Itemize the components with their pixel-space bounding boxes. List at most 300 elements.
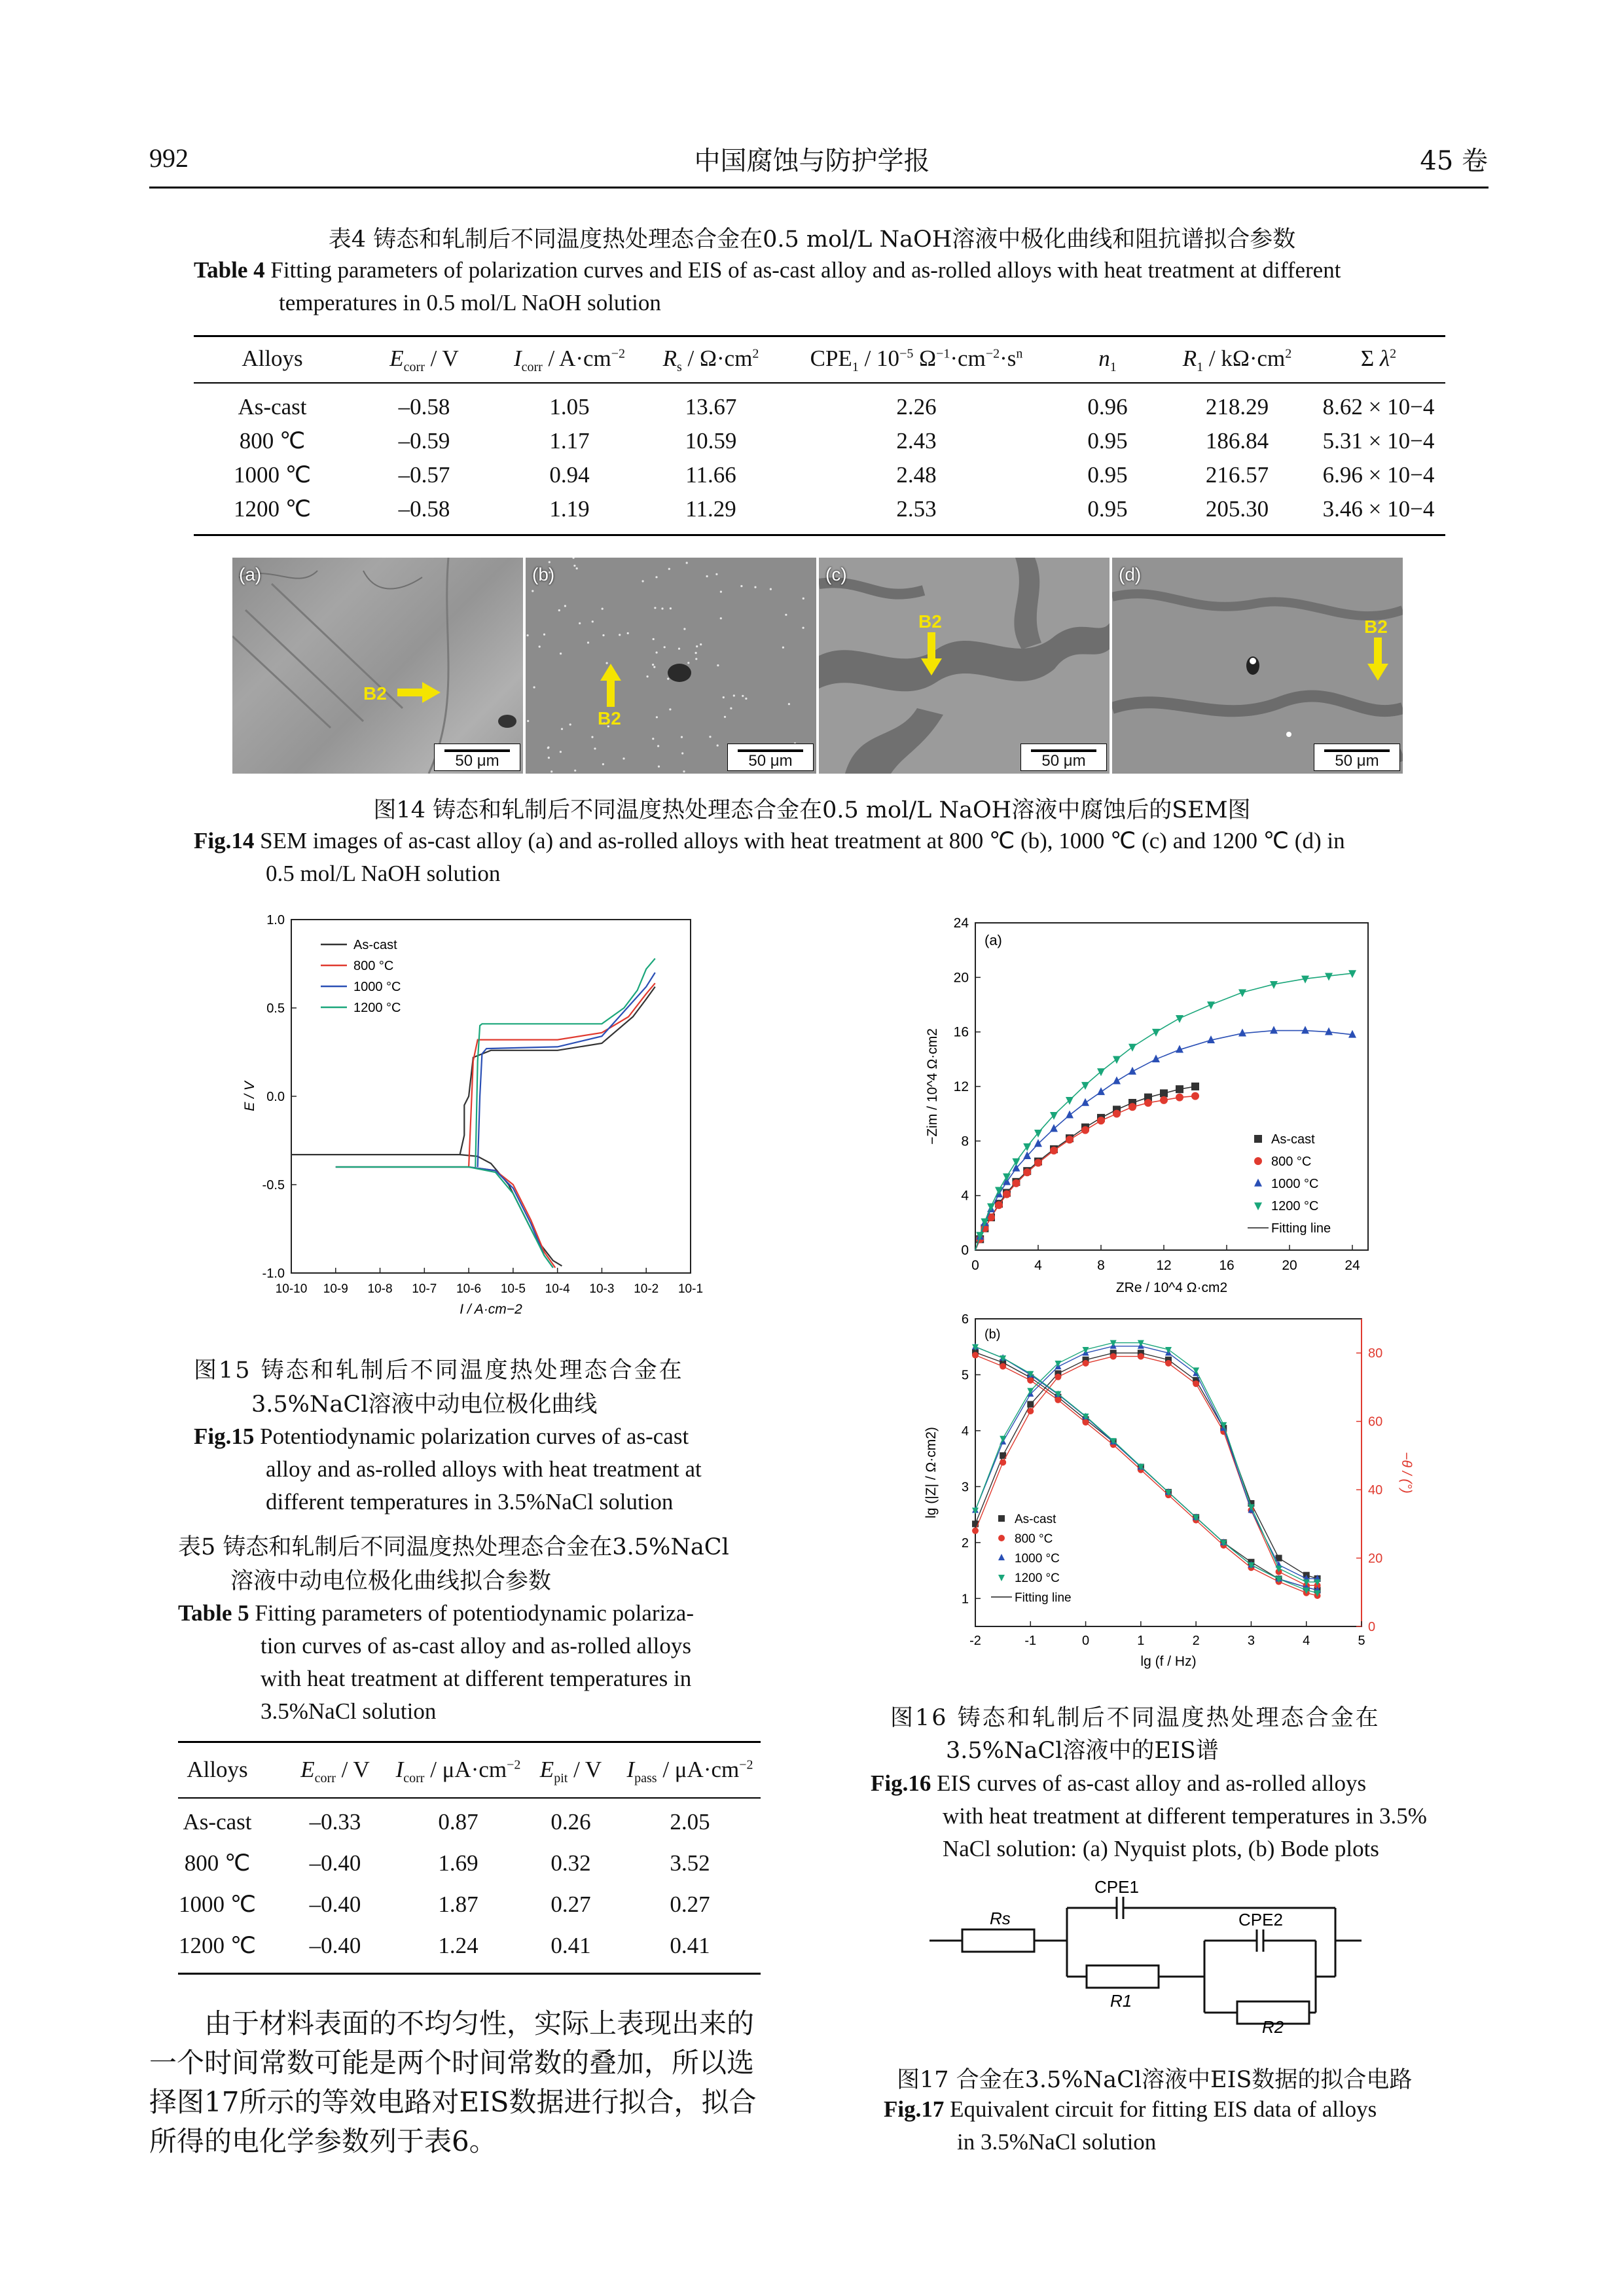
sem-arrow-label-a: B2 xyxy=(363,683,387,704)
sem-particle xyxy=(564,605,566,607)
data-point xyxy=(1050,1124,1058,1132)
legend-label: Fitting line xyxy=(1015,1591,1072,1605)
legend-label: As-cast xyxy=(1271,1132,1315,1147)
table5-cell: –0.40 xyxy=(309,1892,361,1917)
yellow-arrow-right-icon xyxy=(396,681,442,704)
table5-caption-cn-line1: 表5 铸态和轧制后不同温度热处理态合金在3.5%NaCl xyxy=(178,1534,729,1560)
sem-particle xyxy=(695,652,697,654)
sem-particle xyxy=(558,609,560,611)
fig16-caption-en xyxy=(871,1767,1460,1865)
y2-tick-label: 20 xyxy=(1368,1551,1383,1566)
data-point xyxy=(1128,1067,1136,1075)
resistor-r1 xyxy=(1087,1965,1159,1988)
table4-cell: 0.94 xyxy=(549,462,590,488)
data-point xyxy=(1027,1408,1034,1414)
data-point xyxy=(1050,1147,1058,1155)
fig17-caption-line1: Equivalent circuit for fitting EIS data of alloys xyxy=(950,2096,1377,2122)
sem-particle xyxy=(653,666,655,668)
table4-caption-en xyxy=(194,254,1451,319)
fig17-caption-en xyxy=(884,2093,1447,2159)
data-point xyxy=(1191,1083,1199,1090)
sem-particle xyxy=(627,632,629,634)
fig15-caption-label: Fig.15 xyxy=(194,1424,255,1449)
fig14-caption-line2: 0.5 mol/L NaOH solution xyxy=(266,861,501,886)
fig14-caption-line1: SEM images of as-cast alloy (a) and as-rolled alloys with heat treatment at 800 ℃ (b), 1000 ℃ (c) and 1200 ℃ (d) in xyxy=(260,828,1345,853)
table5-cell: 0.27 xyxy=(670,1892,710,1917)
fig15-caption-cn-line2: 3.5%NaCl溶液中动电位极化曲线 xyxy=(251,1391,598,1418)
table5-cell: 1000 ℃ xyxy=(178,1892,257,1917)
table4-cell: 1200 ℃ xyxy=(233,496,312,522)
table4-cell: 800 ℃ xyxy=(239,428,306,454)
fig15-caption-line2: alloy and as-rolled alloys with heat treatment at xyxy=(266,1456,702,1482)
table5-caption-cn xyxy=(178,1530,729,1598)
x-axis-label: ZRe / 10^4 Ω·cm2 xyxy=(1115,1280,1228,1295)
table4-caption-line2: temperatures in 0.5 mol/L NaOH solution xyxy=(279,290,661,315)
table4-cell: 3.46 × 10−4 xyxy=(1322,496,1435,522)
sem-particle xyxy=(686,562,688,564)
legend-label: As-cast xyxy=(1015,1513,1056,1526)
table4-cell: 1.19 xyxy=(549,496,590,522)
sem-particle xyxy=(560,751,562,753)
y-tick-label: 3 xyxy=(961,1480,969,1495)
table5-cell: –0.40 xyxy=(309,1850,361,1876)
label-rs: Rs xyxy=(990,1909,1011,1928)
sem-particle xyxy=(647,675,649,677)
fig15-caption-en xyxy=(194,1420,770,1518)
sem-particle xyxy=(547,747,549,749)
y-tick-label: 4 xyxy=(961,1188,969,1204)
resistor-rs xyxy=(962,1929,1034,1952)
table5-cell: As-cast xyxy=(183,1809,252,1835)
y-tick-label: 12 xyxy=(953,1079,969,1094)
x-tick-label: 16 xyxy=(1219,1258,1235,1273)
sem-particle xyxy=(668,568,670,570)
x-tick-label: 0 xyxy=(1082,1634,1090,1648)
label-cpe2: CPE2 xyxy=(1238,1910,1283,1929)
sem-particle xyxy=(683,628,685,630)
series-line-cathodic xyxy=(336,1167,553,1268)
sem-particle xyxy=(574,770,576,772)
sem-particle xyxy=(569,723,571,725)
x-tick-label: 5 xyxy=(1358,1634,1365,1648)
table4-caption-cn: 表4 铸态和轧制后不同温度热处理态合金在0.5 mol/L NaOH溶液中极化曲线和阻抗谱拟合参数 xyxy=(328,226,1296,253)
data-point xyxy=(1034,1139,1042,1147)
table5-row xyxy=(178,1809,761,1842)
sem-panel-b xyxy=(526,558,816,774)
data-point xyxy=(1176,1085,1183,1093)
x-tick-label: 10-5 xyxy=(500,1282,526,1296)
sem-particle xyxy=(656,716,658,718)
x-tick-label: 10-10 xyxy=(275,1282,308,1296)
sem-panel-d xyxy=(1112,558,1403,774)
sem-particle xyxy=(667,678,669,680)
data-point xyxy=(1081,1126,1089,1134)
sem-particle xyxy=(754,586,756,588)
table5-cell: –0.40 xyxy=(309,1933,361,1958)
data-point xyxy=(1000,1363,1006,1370)
x-tick-label: 24 xyxy=(1344,1258,1360,1273)
fig14-caption-en xyxy=(194,825,1451,890)
data-point xyxy=(1110,1353,1117,1359)
legend-label: As-cast xyxy=(353,938,397,952)
data-point xyxy=(1128,1103,1136,1111)
data-point xyxy=(995,1201,1003,1209)
table4-cell: 0.95 xyxy=(1087,496,1128,522)
table4 xyxy=(194,335,1445,538)
table4-col-r1: $R_1 / k\Omega\cdot cm^2$ xyxy=(1182,346,1292,374)
sem-particle xyxy=(709,736,711,738)
table5-cell: 1.24 xyxy=(438,1933,478,1958)
fig17-circuit xyxy=(929,1878,1401,2036)
table5-cell: 3.52 xyxy=(670,1850,710,1876)
sem-particle xyxy=(579,622,581,624)
table5-caption-line3: with heat treatment at different temperatures in xyxy=(261,1666,692,1691)
y2-tick-label: 0 xyxy=(1368,1620,1376,1634)
table5-caption-label: Table 5 xyxy=(178,1600,249,1626)
sem-particle xyxy=(724,716,726,718)
x-tick-label: 0 xyxy=(971,1258,979,1273)
x-tick-label: 12 xyxy=(1156,1258,1172,1273)
y-tick-label: 16 xyxy=(953,1024,969,1040)
data-point xyxy=(972,1528,979,1534)
fig17-caption-label: Fig.17 xyxy=(884,2096,945,2122)
table5-cell: 1.69 xyxy=(438,1850,478,1876)
y-tick-label: 0 xyxy=(961,1243,969,1258)
table4-cell: 10.59 xyxy=(685,428,737,454)
fig16-caption-cn xyxy=(890,1702,1380,1767)
data-point xyxy=(1193,1367,1199,1374)
table4-col-ecorr: $E_{corr}$ / V xyxy=(389,346,459,374)
x-tick-label: 10-7 xyxy=(412,1282,437,1296)
fig15-caption-cn xyxy=(194,1354,684,1422)
table5-mid-rule xyxy=(178,1797,761,1799)
data-point xyxy=(1083,1360,1089,1367)
sem-particle xyxy=(681,736,683,738)
sem-particle xyxy=(745,698,747,700)
data-point xyxy=(1113,1056,1121,1064)
table4-caption-line1: Fitting parameters of polarization curves and EIS of as-cast alloy and as-rolled alloys with heat treatment at different xyxy=(270,257,1341,283)
data-point xyxy=(1165,1360,1172,1367)
sem-texture-d xyxy=(1112,558,1403,774)
y-tick-label: 0.0 xyxy=(266,1090,285,1104)
table5-bottom-rule xyxy=(178,1973,761,1975)
data-point xyxy=(1097,1087,1105,1095)
journal-title: 中国腐蚀与防护学报 xyxy=(694,146,930,176)
data-point xyxy=(998,1554,1005,1560)
sem-particle xyxy=(788,703,790,705)
header-rule xyxy=(149,187,1489,188)
y2-tick-label: 60 xyxy=(1368,1414,1383,1429)
fig15-caption-line3: different temperatures in 3.5%NaCl solution xyxy=(266,1489,674,1515)
table5-col-epit: $E_{pit}$ / V xyxy=(539,1757,602,1785)
fig15-chart xyxy=(229,906,753,1325)
label-cpe1: CPE1 xyxy=(1094,1878,1139,1897)
table4-caption-label: Table 4 xyxy=(194,257,265,283)
y-tick-label: 5 xyxy=(961,1368,969,1383)
x-tick-label: -2 xyxy=(969,1634,981,1648)
data-point xyxy=(1081,1082,1089,1090)
table5-cell: 0.41 xyxy=(550,1933,591,1958)
sem-texture-a xyxy=(232,558,523,774)
sem-particle xyxy=(653,638,655,640)
sem-particle xyxy=(602,634,604,636)
sem-particle xyxy=(661,607,663,609)
table4-cell: 205.30 xyxy=(1205,496,1269,522)
sem-particle xyxy=(803,627,804,629)
data-point xyxy=(1055,1374,1061,1380)
table5-col-icorr: $I_{corr} / \mu A\cdot cm^{-2}$ xyxy=(395,1757,521,1785)
yellow-arrow-down-icon xyxy=(1365,636,1391,682)
sem-particle xyxy=(602,763,604,765)
data-point xyxy=(1254,1157,1262,1165)
table4-col-rs: $R_s / \Omega\cdot cm^2$ xyxy=(662,346,759,374)
data-point xyxy=(1152,1029,1160,1037)
y-tick-label: 2 xyxy=(961,1535,969,1551)
table5-caption-en xyxy=(178,1597,780,1728)
table5-caption-line4: 3.5%NaCl solution xyxy=(261,1698,437,1724)
y-tick-label: -0.5 xyxy=(262,1178,285,1193)
sem-particle xyxy=(527,634,529,636)
sem-particle xyxy=(532,590,533,592)
table5-row xyxy=(178,1933,761,1965)
table4-cell: 186.84 xyxy=(1205,428,1269,454)
fig16-caption-label: Fig.16 xyxy=(871,1770,931,1796)
table4-cell: –0.58 xyxy=(398,394,450,420)
panel-label: (b) xyxy=(984,1327,1001,1342)
y-tick-label: 0.5 xyxy=(266,1001,285,1016)
sem-particle xyxy=(573,558,575,559)
sem-particle xyxy=(669,708,671,710)
y2-tick-label: 40 xyxy=(1368,1483,1383,1498)
series-line-cathodic xyxy=(336,1167,553,1268)
table4-bottom-rule xyxy=(194,534,1445,536)
sem-particle xyxy=(652,738,654,740)
legend-label: Fitting line xyxy=(1271,1221,1331,1236)
table4-row xyxy=(194,428,1445,459)
data-point xyxy=(1160,1089,1168,1097)
data-point xyxy=(1066,1111,1074,1119)
volume-label: 45 卷 xyxy=(1420,146,1488,176)
table5-cell: 0.41 xyxy=(670,1933,710,1958)
table4-cell: 1.17 xyxy=(549,428,590,454)
table4-cell: 5.31 × 10−4 xyxy=(1322,428,1435,454)
sem-particle xyxy=(733,694,735,696)
data-point xyxy=(1113,1076,1121,1084)
sem-particle xyxy=(742,695,744,697)
sem-particle xyxy=(655,576,657,578)
table5-cell: 2.05 xyxy=(670,1809,710,1835)
legend-label: 800 °C xyxy=(1015,1532,1053,1546)
sem-particle xyxy=(696,645,698,647)
data-point xyxy=(1176,1094,1183,1102)
data-point xyxy=(998,1535,1005,1541)
sem-particle xyxy=(730,708,732,709)
table5 xyxy=(178,1741,761,1977)
sem-particle xyxy=(543,634,545,636)
fig14-caption-cn: 图14 铸态和轧制后不同温度热处理态合金在0.5 mol/L NaOH溶液中腐蚀后的SEM图 xyxy=(373,797,1251,823)
sem-particle xyxy=(670,607,672,609)
sem-particle xyxy=(576,567,578,569)
table4-col-cpe1: $CPE_1 / 10^{-5}$ $\Omega^{-1}\cdot cm^{-2}\cdot s^n$ xyxy=(810,346,1023,374)
data-point xyxy=(1003,1191,1011,1198)
sem-particle xyxy=(720,617,722,619)
data-point xyxy=(998,1575,1005,1581)
table5-row xyxy=(178,1850,761,1883)
table4-cell: As-cast xyxy=(238,394,307,420)
table4-cell: 13.67 xyxy=(685,394,737,420)
data-point xyxy=(1301,1026,1309,1033)
fig16-caption-cn-line2: 3.5%NaCl溶液中的EIS谱 xyxy=(946,1738,1219,1764)
table5-cell: 0.27 xyxy=(550,1892,591,1917)
fig15-caption-cn-line1: 图15 铸态和轧制后不同温度热处理态合金在 xyxy=(194,1357,684,1384)
sem-particle xyxy=(550,770,552,772)
table4-cell: 11.29 xyxy=(685,496,736,522)
fig16-caption-line3: NaCl solution: (a) Nyquist plots, (b) Bode plots xyxy=(943,1836,1379,1861)
sem-particle xyxy=(656,651,658,653)
sem-particle xyxy=(591,736,593,738)
data-point xyxy=(1238,1029,1246,1037)
series-line-anodic xyxy=(460,987,655,1155)
sem-particle xyxy=(642,580,644,582)
table4-row xyxy=(194,394,1445,425)
data-point xyxy=(1254,1179,1262,1187)
fig16-caption-cn-line1: 图16 铸态和轧制后不同温度热处理态合金在 xyxy=(890,1705,1380,1731)
sem-particle xyxy=(720,591,722,593)
legend-label: 1200 °C xyxy=(1015,1571,1060,1585)
sem-label-d: (d) xyxy=(1119,564,1142,584)
fit-line xyxy=(975,1086,1195,1250)
table4-cell: 1.05 xyxy=(549,394,590,420)
x-tick-label: 8 xyxy=(1097,1258,1105,1273)
data-point xyxy=(1023,1168,1031,1176)
fig17-caption-line2: in 3.5%NaCl solution xyxy=(957,2129,1157,2155)
table4-cell: 11.66 xyxy=(685,462,736,488)
sem-texture-c xyxy=(819,558,1110,774)
y2-tick-label: 80 xyxy=(1368,1346,1383,1361)
data-point xyxy=(1160,1096,1168,1104)
table4-cell: 216.57 xyxy=(1205,462,1269,488)
y-tick-label: 4 xyxy=(961,1424,969,1439)
table4-col-sum: Σ $\lambda^2$ xyxy=(1360,346,1397,371)
series-line-cathodic xyxy=(336,1167,556,1268)
sem-particle xyxy=(740,585,742,587)
table5-col-alloys: Alloys xyxy=(187,1757,248,1782)
fig14-caption-label: Fig.14 xyxy=(194,828,255,853)
sem-scalebar-c: 50 μm xyxy=(1020,744,1107,771)
panel-label: (a) xyxy=(984,932,1002,948)
sem-panel-c xyxy=(819,558,1110,774)
sem-label-a: (a) xyxy=(239,564,262,584)
y-tick-label: 1.0 xyxy=(266,913,285,927)
sem-label-b: (b) xyxy=(532,564,555,584)
data-point xyxy=(1055,1361,1061,1367)
table4-cell: 0.95 xyxy=(1087,462,1128,488)
data-point xyxy=(1325,1027,1333,1035)
data-point xyxy=(1097,1117,1105,1124)
y-axis-label: E / V xyxy=(242,1081,257,1111)
table5-cell: 1200 ℃ xyxy=(178,1933,257,1958)
legend-label: 1000 °C xyxy=(1015,1552,1060,1566)
table5-col-ipass: $I_{pass} / \mu A\cdot cm^{-2}$ xyxy=(626,1757,753,1785)
x-tick-label: 4 xyxy=(1034,1258,1042,1273)
x-tick-label: 20 xyxy=(1282,1258,1297,1273)
legend-label: 1000 °C xyxy=(353,980,401,994)
sem-particle xyxy=(723,696,725,698)
fig15-caption-line1: Potentiodynamic polarization curves of as-cast xyxy=(260,1424,689,1449)
table4-cell: 2.26 xyxy=(896,394,937,420)
data-point xyxy=(1000,1436,1006,1443)
sem-particle xyxy=(782,647,784,649)
table5-cell: 0.26 xyxy=(550,1809,591,1835)
data-point xyxy=(998,1515,1005,1522)
table5-col-ecorr: $E_{corr}$ / V xyxy=(300,1757,370,1785)
sem-texture-b xyxy=(526,558,816,774)
y-axis-label: lg (|Z| / Ω·cm2) xyxy=(924,1427,939,1518)
data-point xyxy=(1128,1044,1136,1052)
series-line-anodic xyxy=(469,983,655,1167)
y-tick-label: 24 xyxy=(953,916,969,931)
data-point xyxy=(1176,1015,1183,1023)
x-tick-label: 10-2 xyxy=(634,1282,659,1296)
sem-particle xyxy=(695,658,697,660)
x-tick-label: 10-8 xyxy=(367,1282,393,1296)
table4-cell: –0.58 xyxy=(398,496,450,522)
table5-cell: 0.87 xyxy=(438,1809,478,1835)
label-r2: R2 xyxy=(1262,2017,1284,2036)
data-point xyxy=(1113,1110,1121,1118)
fig16a-chart xyxy=(913,906,1424,1306)
sem-label-c: (c) xyxy=(825,564,847,584)
fig16b-chart xyxy=(913,1309,1424,1682)
body-line-2: 一个时间常数可能是两个时间常数的叠加，所以选 xyxy=(149,2047,755,2079)
sem-particle xyxy=(652,664,654,666)
sem-particle xyxy=(587,641,589,643)
table5-cell: 1.87 xyxy=(438,1892,478,1917)
table4-header-row xyxy=(194,346,1445,378)
sem-particle xyxy=(539,645,541,647)
sem-particle xyxy=(678,648,680,650)
x-tick-label: 10-4 xyxy=(545,1282,570,1296)
y2-axis-label: −θ / (°) xyxy=(1399,1452,1414,1494)
sem-particle xyxy=(803,598,804,600)
yellow-arrow-up-icon xyxy=(598,662,624,708)
sem-particle xyxy=(592,620,594,622)
body-line-4: 所得的电化学参数列于表6。 xyxy=(149,2125,497,2157)
body-paragraph xyxy=(149,2004,756,2161)
table4-row xyxy=(194,462,1445,493)
data-point xyxy=(1254,1202,1262,1210)
y-tick-label: -1.0 xyxy=(262,1266,285,1281)
sem-particle xyxy=(549,561,550,563)
sem-arrow-label-b: B2 xyxy=(598,708,621,728)
data-point xyxy=(972,1507,979,1514)
sem-scalebar-d: 50 μm xyxy=(1314,744,1400,771)
table4-cell: 2.48 xyxy=(896,462,937,488)
table5-cell: 800 ℃ xyxy=(184,1850,251,1876)
fig17-caption-cn: 图17 合金在3.5%NaCl溶液中EIS数据的拟合电路 xyxy=(897,2067,1413,2093)
sem-particle xyxy=(527,720,529,722)
legend-label: 1200 °C xyxy=(1271,1199,1319,1213)
data-point xyxy=(1066,1097,1074,1105)
data-point xyxy=(1270,1026,1278,1033)
table4-cell: 2.53 xyxy=(896,496,937,522)
y-tick-label: 8 xyxy=(961,1134,969,1149)
table5-caption-cn-line2: 溶液中动电位极化曲线拟合参数 xyxy=(230,1568,552,1594)
body-line-3: 择图17所示的等效电路对EIS数据进行拟合，拟合 xyxy=(149,2086,757,2118)
data-point xyxy=(972,1352,979,1359)
fig16-caption-line2: with heat treatment at different temperatures in 3.5% xyxy=(943,1803,1427,1829)
table4-cell: 6.96 × 10−4 xyxy=(1322,462,1435,488)
